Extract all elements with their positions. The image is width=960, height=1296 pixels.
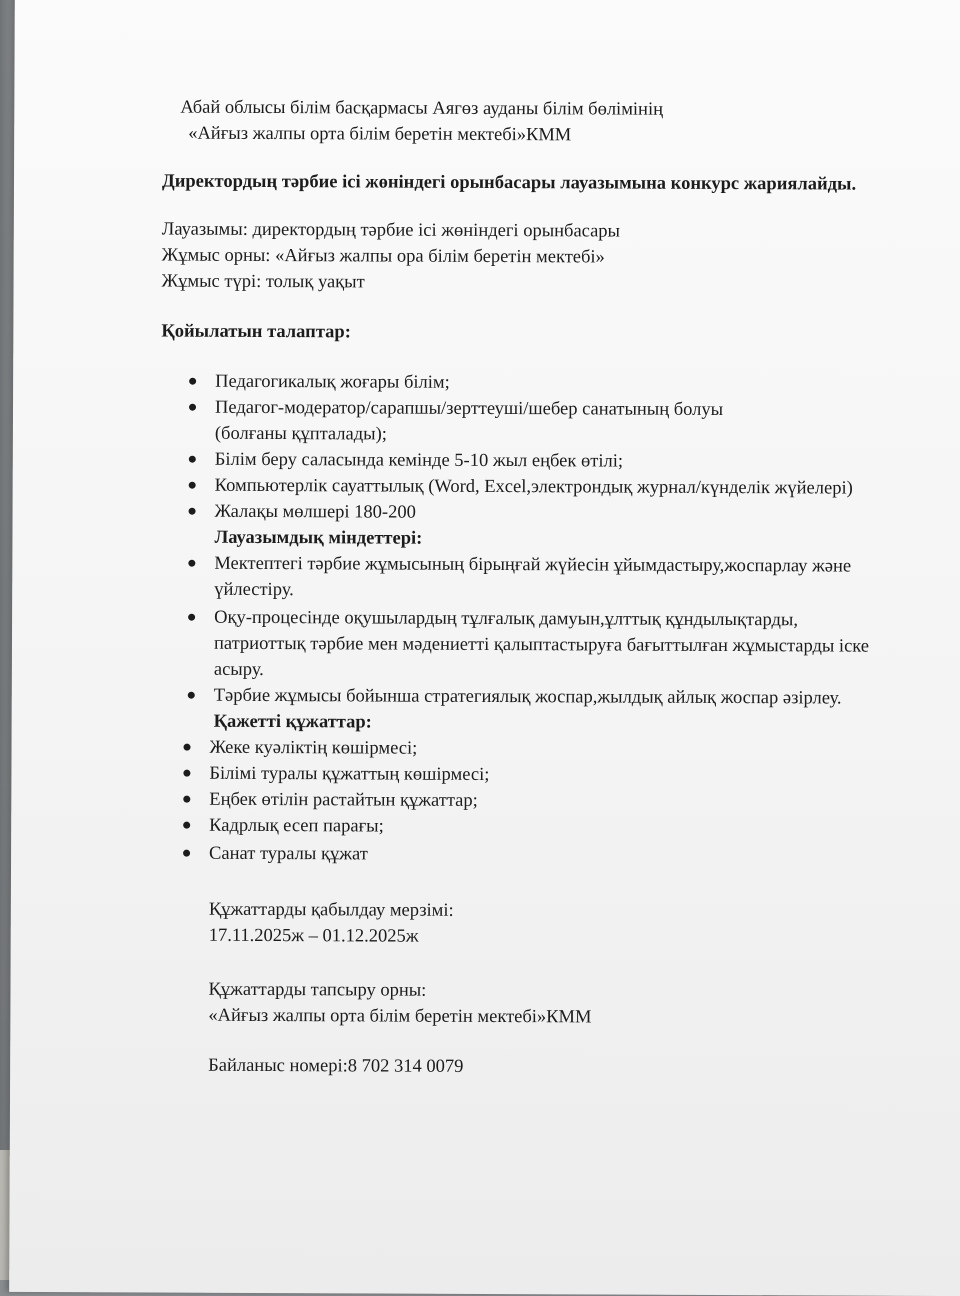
requirement-item: Жалақы мөлшері 180-200 [214, 501, 416, 523]
work-type-line: Жұмыс түрі: толық уақыт [161, 271, 365, 293]
bullet-icon [183, 822, 190, 829]
document-item: Білімі туралы құжаттың көшірмесі; [209, 763, 490, 785]
requirement-item: Білім беру саласында кемінде 5-10 жыл еңбек өтілі; [214, 449, 624, 472]
announcement-title: Директордың тәрбие ісі жөніндегі орынбасары лауазымына конкурс жариялайды. [161, 171, 857, 195]
duty-item: Тәрбие жұмысы бойынша стратегиялық жоспар,жылдық айлық жоспар әзірлеу. [213, 685, 842, 709]
document-item: Еңбек өтілін растайтын құжаттар; [209, 789, 478, 811]
requirements-heading: Қойылатын талаптар: [161, 321, 351, 343]
contact-number: Байланыс номері:8 702 314 0079 [208, 1055, 464, 1077]
document-item: Кадрлық есеп парағы; [209, 815, 384, 837]
bullet-icon [189, 508, 196, 515]
duty-item: Мектептегі тәрбие жұмысының бірыңғай жүйесін ұйымдастыру,жоспарлау және [214, 553, 852, 577]
bullet-icon [189, 482, 196, 489]
requirement-item-continuation: (болғаны құпталады); [214, 423, 387, 445]
document-item: Санат туралы құжат [209, 843, 368, 865]
duty-item-continuation: патриоттық тәрбие мен мәдениетті қалыптастыруға бағыттылған жұмыстарды іске [213, 633, 870, 657]
bullet-icon [189, 404, 196, 411]
bullet-icon [188, 560, 195, 567]
document-item: Жеке куәліктің көшірмесі; [209, 737, 418, 759]
deadline-label: Құжаттарды қабылдау мерзімі: [208, 899, 454, 921]
bullet-icon [183, 770, 190, 777]
position-line: Лауазымы: директордың тәрбие ісі жөніндегі орынбасары [161, 219, 621, 242]
bullet-icon [183, 850, 190, 857]
bullet-icon [183, 796, 190, 803]
requirement-item: Педагог-модератор/сарапшы/зерттеуші/шебер санатының болуы [214, 397, 724, 421]
bullet-icon [184, 744, 191, 751]
submission-label: Құжаттарды тапсыру орны: [208, 979, 427, 1001]
duties-heading: Лауазымдық міндеттері: [214, 527, 423, 549]
documents-heading: Қажетті құжаттар: [213, 711, 372, 733]
paper-sheet [9, 0, 960, 1296]
header-line-1: Абай облысы білім басқармасы Аягөз ауданы білім бөлімінің [180, 97, 664, 120]
bullet-icon [189, 456, 196, 463]
bullet-icon [189, 378, 196, 385]
duty-item-continuation: үйлестіру. [214, 579, 294, 601]
header-line-2: «Айғыз жалпы орта білім беретін мектебі»КММ [188, 123, 572, 146]
bullet-icon [188, 614, 195, 621]
workplace-line: Жұмыс орны: «Айғыз жалпы ора білім беретін мектебі» [161, 245, 605, 268]
duty-item: Оқу-процесінде оқушылардың тұлғалық дамуын,ұлттық құндылықтарды, [214, 607, 799, 631]
requirement-item: Педагогикалық жоғары білім; [215, 371, 450, 393]
submission-value: «Айғыз жалпы орта білім беретін мектебі»КММ [208, 1005, 592, 1028]
bullet-icon [188, 692, 195, 699]
duty-item-continuation: асыру. [213, 659, 264, 681]
deadline-value: 17.11.2025ж – 01.12.2025ж [208, 925, 419, 947]
requirement-item: Компьютерлік сауаттылық (Word, Excel,электрондық журнал/күнделік жүйелері) [214, 475, 853, 499]
